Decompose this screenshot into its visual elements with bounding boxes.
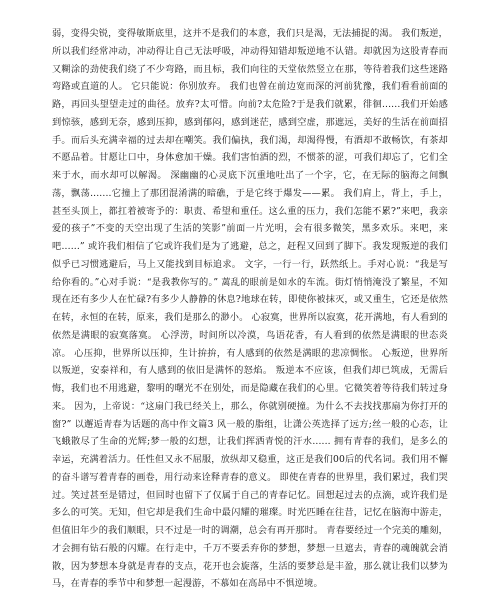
body-paragraph: 弱，变得尖锐，变得敏斯底里，这并不是我们的本意，我们只是渴，无法捕捉的渴。 我们叛逆，所以我们经常冲动，冲动得让自己无法呼吸，冲动得知错却叛逆地不认错。却就因为这股青春而又糊涂的劲使我们绕了不少弯路，而且标，我们向往的天堂依然竖立在那，等待着我们这些迷路弯路或直道的人。 它只能说：你别放弃。 我们也曾在前边宽而深的河前犹豫，我们看看前面的路，再回头望望走过的曲径。放弃?太可惜。向前?太危险?于是我们就累，徘徊......我们开始感到惊骇，感到无奈，感到压抑，感到郁闷，感到迷茫，感到空虚，那遮远，美好的生活在前面招手。而后头充满幸福的过去却在嘲笑。我们偏执，我们渴，却渴得慢，有酒却不敢畅饮，有茶却不愿品着。甘愿让口中，身体愈加干燥。我们害怕酒的烈，不惯茶的涩，可我们却忘了，它们全来于水，而水却可以解渴。 深幽幽的心灵底下沉重地吐出了一个字，它，在无际的脑海之间飘荡，飘荡.......它撞上了那团混淆满的暗礁，于是它终于爆发——累。 我们肩上，背上，手上，甚至头顶上，都扛着被寄予的：职责、希望和重任。这么重的压力，我们怎能不累?”来吧，我亲爱的孩子”不变的天空出现了生活的笑影”前面一片光明，会有很多微笑，黑多欢乐。来吧，来吧......” 或许我们相信了它或许我们是为了逃避，总之，赶程又回到了脚下。我发现叛逆的我们似乎已习惯逃避后，马上又能找到目标追求。 文字，一行一行，跃然纸上。手对心说：“我是写给你看的。”心对手说：“是我教你写的。” 蓠乱的眼前是如水的车流。街灯悄悄淹没了繁星，不知现在还有多少人在忙碌?有多少人静静的休息?地球在转，即使你被抹灭，或又重生，它还是依然在转，永恒的在转，原来，我们是那么的渺小。 心寂寞，世界所以寂寞，花开满地，有人看到的依然是满眼的寂寞落寞。 心浮涝，时间所以冷漠，鸟语花香，有人看到的依然是满眼的世态炎凉。 心压抑，世界所以压抑，生计拚拚，有人感到的依然是满眼的悲凉惆怅。 心叛逆，世界所以叛逆，安泰祥和，有人感到的依旧是满怀的怒焰。 叛逆本不应该，但我们却已筑成，无需后悔，我们也不用逃避，黎明的曙光不在别处，而是隐藏在我们的心里。它微笑着等待我们转过身来。 因为，上帝说：“这扇门我已经关上，那么，你就别硬撞。为什么不去找找那扇为你打开的窗?” 以邂逅青春为话题的高中作文篇3 风一般的脂组，让潇公英选择了远方;丝一般的心态，让飞蛾散尽了生命的光辉;梦一般的幻想，让我们挥洒青悦的汗水...... 拥有青春的我们，是多么的幸运，充满着活力。任性但又永不屈服，放纵却又稳重，这正是我们00后的代名词。我们用不懈的奋斗谱写着青春的画卷，用行动来诠释青春的意义。 即使在青春的世界里，我们累过，我们哭过。笑过甚至是错过，但回时也留下了仅属于自己的青春记忆。回想起过去的点滴，或许我们是多么的可笑。无知，但它却是我们生命中最闪耀的璀璨。时光匹睡在往昔，记忆在脑海中游走，但值旧年少的我们顺眼，只不过是一时的调潮，总会有再开那时。 青春要经过一个完美的雕刻，才会拥有钻石般的闪耀。在行走中，千万不要丢弃你的梦想，梦想一旦遮去，青春的魂魄就会消散，因为梦想本身就是青春的支点，花开也会旋落，生活的要梦总是丰盈，那么就让我们以梦为马，在青春的季节中和梦想一起漫游，不慕如在高昂中不惧逆境。 xyxy=(52,28,448,590)
